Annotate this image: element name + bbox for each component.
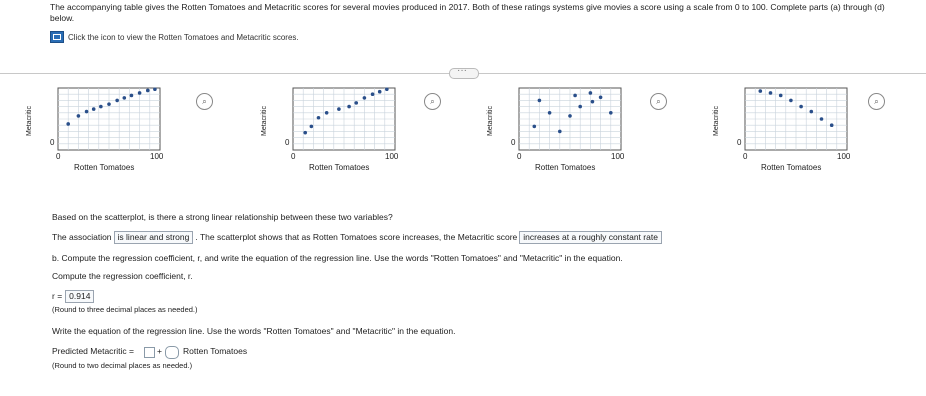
data-point — [146, 89, 150, 93]
data-point — [759, 89, 763, 93]
table-icon[interactable] — [50, 31, 64, 43]
x-tick-100: 100 — [611, 152, 625, 161]
data-point — [591, 100, 595, 104]
data-point — [77, 114, 81, 118]
data-point — [337, 107, 341, 111]
data-point — [820, 117, 824, 121]
data-point — [92, 107, 96, 111]
x-tick-0: 0 — [291, 152, 296, 161]
data-point — [599, 96, 603, 100]
data-point — [799, 105, 803, 109]
data-point — [138, 91, 142, 95]
x-tick-0: 0 — [743, 152, 748, 161]
y-tick-0: 0 — [511, 138, 516, 147]
data-point — [347, 105, 351, 109]
data-point — [317, 116, 321, 120]
data-point — [107, 102, 111, 106]
plot-area — [519, 88, 621, 150]
x-axis-label: Rotten Tomatoes — [535, 163, 596, 172]
r-label: r = — [52, 291, 63, 301]
data-point — [589, 91, 593, 95]
y-tick-0: 0 — [50, 138, 55, 147]
data-point — [573, 94, 577, 98]
hint-row[interactable] — [50, 31, 299, 43]
data-point — [363, 96, 367, 100]
x-tick-0: 0 — [56, 152, 61, 161]
data-point — [85, 110, 89, 114]
x-axis-label: Rotten Tomatoes — [309, 163, 370, 172]
round3-note: (Round to three decimal places as needed.) — [52, 305, 198, 314]
data-point — [548, 111, 552, 115]
question-text: The accompanying table gives the Rotten Tomatoes and Metacritic scores for several movies produced in 2017. Both of these ratings systems give movies a score using a scale from 0 to 100. Complete parts (a) through (d) below. — [50, 2, 885, 23]
answer-a-rest: . The scatterplot shows that as Rotten Tomatoes score increases, the Metacritic score — [195, 232, 518, 242]
magnifier-icon[interactable]: ⌕ — [196, 93, 213, 110]
y-axis-label: Metacritic — [261, 106, 268, 136]
data-point — [779, 94, 783, 98]
magnifier-icon[interactable]: ⌕ — [868, 93, 885, 110]
x-axis-label: Rotten Tomatoes — [74, 163, 135, 172]
hint-text: Click the icon to view the Rotten Tomatoes and Metacritic scores. — [68, 32, 299, 42]
data-point — [385, 87, 389, 91]
data-point — [66, 122, 70, 126]
answer-a-prefix: The association — [52, 232, 112, 242]
round2-note: (Round to two decimal places as needed.) — [52, 361, 193, 370]
answer-a-select-1[interactable]: is linear and strong — [114, 231, 194, 244]
data-point — [533, 125, 537, 129]
data-point — [354, 101, 358, 105]
r-input[interactable]: 0.914 — [65, 290, 94, 303]
prompt-r: Compute the regression coefficient, r. — [52, 271, 193, 281]
y-axis-label: Metacritic — [26, 106, 33, 136]
data-point — [99, 105, 103, 109]
eq-left: Predicted Metacritic = — [52, 346, 134, 356]
plot-area — [293, 88, 395, 150]
magnifier-icon[interactable]: ⌕ — [424, 93, 441, 110]
answer-a-select-2[interactable]: increases at a roughly constant rate — [519, 231, 662, 244]
data-point — [538, 99, 542, 103]
data-point — [609, 111, 613, 115]
data-point — [789, 99, 793, 103]
x-axis-label: Rotten Tomatoes — [761, 163, 822, 172]
data-point — [130, 94, 134, 98]
data-point — [810, 110, 814, 114]
data-point — [303, 131, 307, 135]
question-a: Based on the scatterplot, is there a strong linear relationship between these two variables? — [52, 212, 393, 222]
x-tick-100: 100 — [385, 152, 399, 161]
data-point — [578, 105, 582, 109]
answer-a-line — [52, 231, 662, 244]
y-axis-label: Metacritic — [713, 106, 720, 136]
data-point — [769, 91, 773, 95]
plot-area — [58, 88, 160, 150]
x-tick-100: 100 — [837, 152, 851, 161]
x-tick-100: 100 — [150, 152, 164, 161]
x-tick-0: 0 — [517, 152, 522, 161]
prompt-eq: Write the equation of the regression line. Use the words "Rotten Tomatoes" and "Metacritic" in the equation. — [52, 326, 456, 336]
data-point — [378, 90, 382, 94]
intercept-input[interactable] — [144, 347, 155, 358]
slope-input[interactable] — [165, 346, 179, 359]
data-point — [830, 123, 834, 127]
collapse-handle[interactable] — [449, 68, 479, 79]
data-point — [568, 114, 572, 118]
data-point — [371, 92, 375, 96]
y-tick-0: 0 — [285, 138, 290, 147]
data-point — [310, 125, 314, 129]
data-point — [115, 99, 119, 103]
eq-right: Rotten Tomatoes — [183, 346, 248, 356]
eq-plus: + — [157, 346, 162, 356]
question-b: b. Compute the regression coefficient, r, and write the equation of the regression line. Use the words "Rotten Tomatoes" and "Metacritic" in the equation. — [52, 253, 623, 263]
data-point — [325, 111, 329, 115]
magnifier-icon[interactable]: ⌕ — [650, 93, 667, 110]
y-tick-0: 0 — [737, 138, 742, 147]
data-point — [558, 130, 562, 134]
data-point — [123, 96, 127, 100]
y-axis-label: Metacritic — [487, 106, 494, 136]
plot-area — [745, 88, 847, 150]
r-line — [52, 290, 94, 303]
data-point — [153, 87, 157, 91]
